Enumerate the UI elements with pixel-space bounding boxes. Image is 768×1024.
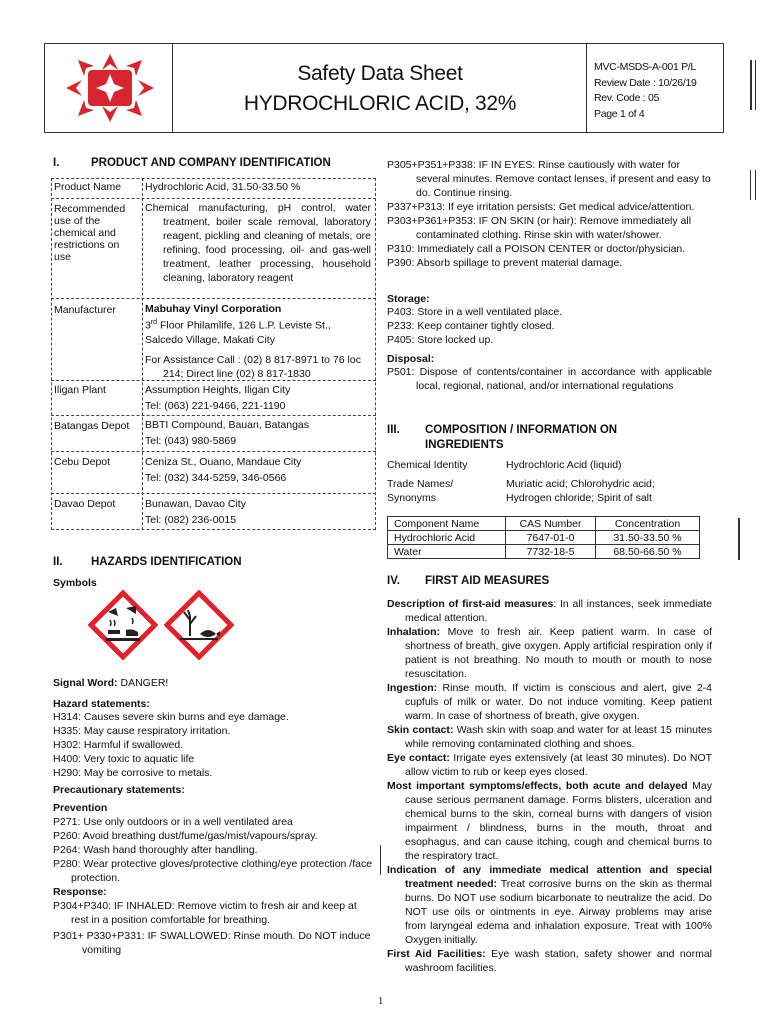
table-cell: 31.50-33.50 % xyxy=(596,531,700,545)
list-item: P405: Store locked up. xyxy=(387,334,494,346)
header-divider xyxy=(586,43,587,133)
signal-word: Signal Word: DANGER! xyxy=(53,677,169,689)
first-aid-list xyxy=(387,597,712,975)
table-row-divider xyxy=(51,298,376,299)
table-row xyxy=(388,531,700,545)
hazard-list xyxy=(53,710,373,780)
list-item: P403: Store in a well ventilated place. xyxy=(387,306,563,318)
manufacturer-info xyxy=(145,302,371,381)
disposal-title: Disposal: xyxy=(387,353,435,365)
table-header: Concentration xyxy=(596,517,700,531)
table-label: Iligan Plant xyxy=(54,384,106,396)
list-item: P390: Absorb spillage to prevent material damage. xyxy=(387,257,623,269)
section4-heading: IV. FIRST AID MEASURES xyxy=(387,575,550,587)
response-list-left xyxy=(53,899,373,957)
table-cell: 7732-18-5 xyxy=(506,545,596,559)
table-label: Cebu Depot xyxy=(54,456,111,468)
list-item: P301+ P330+P331: IF SWALLOWED: Rinse mouth. Do NOT induce vomiting xyxy=(53,930,371,956)
document-subtitle: HYDROCHLORIC ACID, 32% xyxy=(243,92,517,115)
response-list-right xyxy=(387,158,712,270)
margin-line xyxy=(750,170,751,200)
table-cell: Hydrochloric Acid xyxy=(388,531,506,545)
list-item: P310: Immediately call a POISON CENTER or doctor/physician. xyxy=(387,243,686,255)
list-item: Indication of any immediate medical attention and special treatment needed: Treat corrosive burns on the skin as thermal burns. Do NOT use sodium bicarbonate to neutralize the acid. Do NOT use oils or ointments in eye. Airway problems may arise from laryngeal edema and inhalation exposure. Treat with 100% Oxygen initially. xyxy=(387,864,712,946)
table-row-divider xyxy=(51,415,376,416)
storage-title: Storage: xyxy=(387,293,430,305)
table-header-row xyxy=(388,517,700,531)
prevention-title: Prevention xyxy=(53,802,108,814)
page-indicator: Page 1 of 4 xyxy=(594,107,645,120)
list-item: P337+P313: If eye irritation persists: Get medical advice/attention. xyxy=(387,201,695,213)
section1-heading: I. PRODUCT AND COMPANY IDENTIFICATION xyxy=(53,157,331,169)
table-value: Bunawan, Davao City Tel: (082) 236-0015 xyxy=(145,498,246,526)
document-meta xyxy=(594,60,697,122)
table-cell: 7647-01-0 xyxy=(506,531,596,545)
disposal-text: P501: Dispose of contents/container in accordance with applicable local, regional, national, and/or international regulations xyxy=(387,366,712,392)
response-title: Response: xyxy=(53,886,107,898)
table-label: Manufacturer xyxy=(54,304,116,316)
trade-names-row: Trade Names/ Synonyms Muriatic acid; Chlorohydric acid; Hydrogen chloride; Spirit of salt xyxy=(387,478,655,504)
table-label: Batangas Depot xyxy=(54,420,130,432)
list-item: First Aid Facilities: Eye wash station, safety shower and normal washroom facilities. xyxy=(387,948,713,974)
list-item: H400: Very toxic to aquatic life xyxy=(53,753,195,765)
list-item: H290: May be corrosive to metals. xyxy=(53,767,213,779)
prevention-list xyxy=(53,815,373,885)
header-divider xyxy=(172,43,173,133)
table-value: BBTI Compound, Bauan, Batangas Tel: (043) 980-5869 xyxy=(145,419,310,447)
list-item: Skin contact: Wash skin with soap and water for at least 15 minutes while removing contaminated clothing and shoes. xyxy=(387,724,713,750)
table-row-divider xyxy=(51,493,376,494)
list-item: P264: Wash hand thoroughly after handling. xyxy=(53,844,258,856)
symbols-label: Symbols xyxy=(53,577,97,589)
table-header: CAS Number xyxy=(506,517,596,531)
list-item: H314: Causes severe skin burns and eye damage. xyxy=(53,711,289,723)
margin-line xyxy=(755,170,756,200)
table-cell: Water xyxy=(388,545,506,559)
manufacturer-address-2: Salcedo Village, Makati City xyxy=(145,333,275,346)
list-item: Most important symptoms/effects, both acute and delayed May cause serious permanent damage. Forms blisters, ulceration and chemical burns to the skin, corneal burns with dangers of vision impairment / blindness, burns in the mouth, throat and esophagus, and can cause itching, cough and chemical burns to the respiratory tract. xyxy=(387,780,712,862)
table-value: Ceniza St., Ouano, Mandaue City Tel: (032) 344-5259, 346-0566 xyxy=(145,456,302,484)
storage-list xyxy=(387,305,712,347)
corrosion-pictogram xyxy=(88,590,158,660)
table-label: Davao Depot xyxy=(54,498,116,510)
table-label: Recommended use of the chemical and restrictions on use xyxy=(54,203,126,263)
manufacturer-name: Mabuhay Vinyl Corporation xyxy=(145,303,282,315)
review-date: Review Date : 10/26/19 xyxy=(594,76,697,89)
list-item: P233: Keep container tightly closed. xyxy=(387,320,555,332)
table-row xyxy=(388,545,700,559)
list-item: Eye contact: Irrigate eyes extensively (at least 30 minutes). Do NOT allow victim to rub or keep eyes closed. xyxy=(387,752,713,778)
chemical-identity-row: Chemical Identity Hydrochloric Acid (liquid) xyxy=(387,459,622,471)
rev-code: Rev. Code : 05 xyxy=(594,92,660,104)
table-label: Product Name xyxy=(54,181,122,193)
precautionary-title: Precautionary statements: xyxy=(53,784,185,796)
list-item: Ingestion: Rinse mouth. If victim is conscious and alert, give 2-4 cupfuls of milk or water. Do not induce vomiting. Keep patient warm. In case of shortness of breath, give oxygen. xyxy=(387,682,712,722)
table-row-divider xyxy=(51,451,376,452)
table-row-divider xyxy=(51,198,376,199)
assistance-line: For Assistance Call : (02) 8 817-8971 to 76 loc 214; Direct line (02) 8 817-1830 xyxy=(145,353,361,380)
manufacturer-address-1: 3rd Floor Philamlife, 126 L.P. Leviste St., xyxy=(145,319,331,332)
margin-line xyxy=(738,518,740,560)
list-item: Inhalation: Move to fresh air. Keep patient warm. In case of shortness of breath, give oxygen. Apply artificial respiration only if patient is not breathing. No mouth to mouth or mouth to nose resuscitation. xyxy=(387,626,712,680)
section2-heading: II. HAZARDS IDENTIFICATION xyxy=(53,556,242,568)
company-logo xyxy=(58,50,162,126)
list-item: Description of first-aid measures: In all instances, seek immediate medical attention. xyxy=(387,598,712,624)
list-item: H302: Harmful if swallowed. xyxy=(53,739,184,751)
composition-table xyxy=(387,516,700,559)
page-number: 1 xyxy=(378,996,384,1007)
list-item: H335: May cause respiratory irritation. xyxy=(53,725,231,737)
table-header: Component Name xyxy=(388,517,506,531)
doc-code: MVC-MSDS-A-001 P/L xyxy=(594,61,696,73)
margin-line xyxy=(380,845,381,875)
table-value: Assumption Heights, Iligan City Tel: (063) 221-9466, 221-1190 xyxy=(145,384,291,412)
list-item: P271: Use only outdoors or in a well ventilated area xyxy=(53,816,293,828)
list-item: P304+P340: IF INHALED: Remove victim to fresh air and keep at rest in a position comfortable for breathing. xyxy=(53,900,357,926)
margin-line xyxy=(755,60,756,110)
list-item: P260: Avoid breathing dust/fume/gas/mist/vapours/spray. xyxy=(53,830,318,842)
document-title: Safety Data Sheet xyxy=(297,62,463,85)
list-item: P305+P351+P338: IF IN EYES: Rinse cautiously with water for several minutes. Remove contact lenses, if present and easy to do. Continue rinsing. xyxy=(387,159,711,199)
table-value: Chemical manufacturing, pH control, water treatment, boiler scale removal, laboratory reagent, pickling and cleaning of metals, ore refining, food processing, oil- and gas-well treatment, leather processing, household cleaning, laboratory reagent xyxy=(145,202,371,284)
hazard-statements-title: Hazard statements: xyxy=(53,698,150,710)
list-item: P280: Wear protective gloves/protective clothing/eye protection /face protection. xyxy=(53,858,373,884)
section3-heading: III. COMPOSITION / INFORMATION ON INGREDIENTS xyxy=(387,424,618,451)
environment-pictogram xyxy=(164,590,234,660)
list-item: P303+P361+P353: IF ON SKIN (or hair): Remove immediately all contaminated clothing. Rinse skin with water/shower. xyxy=(387,215,692,241)
table-value: Hydrochloric Acid, 31.50-33.50 % xyxy=(145,181,301,193)
table-cell: 68.50-66.50 % xyxy=(596,545,700,559)
table-column-divider xyxy=(142,178,143,530)
margin-line xyxy=(750,60,752,110)
